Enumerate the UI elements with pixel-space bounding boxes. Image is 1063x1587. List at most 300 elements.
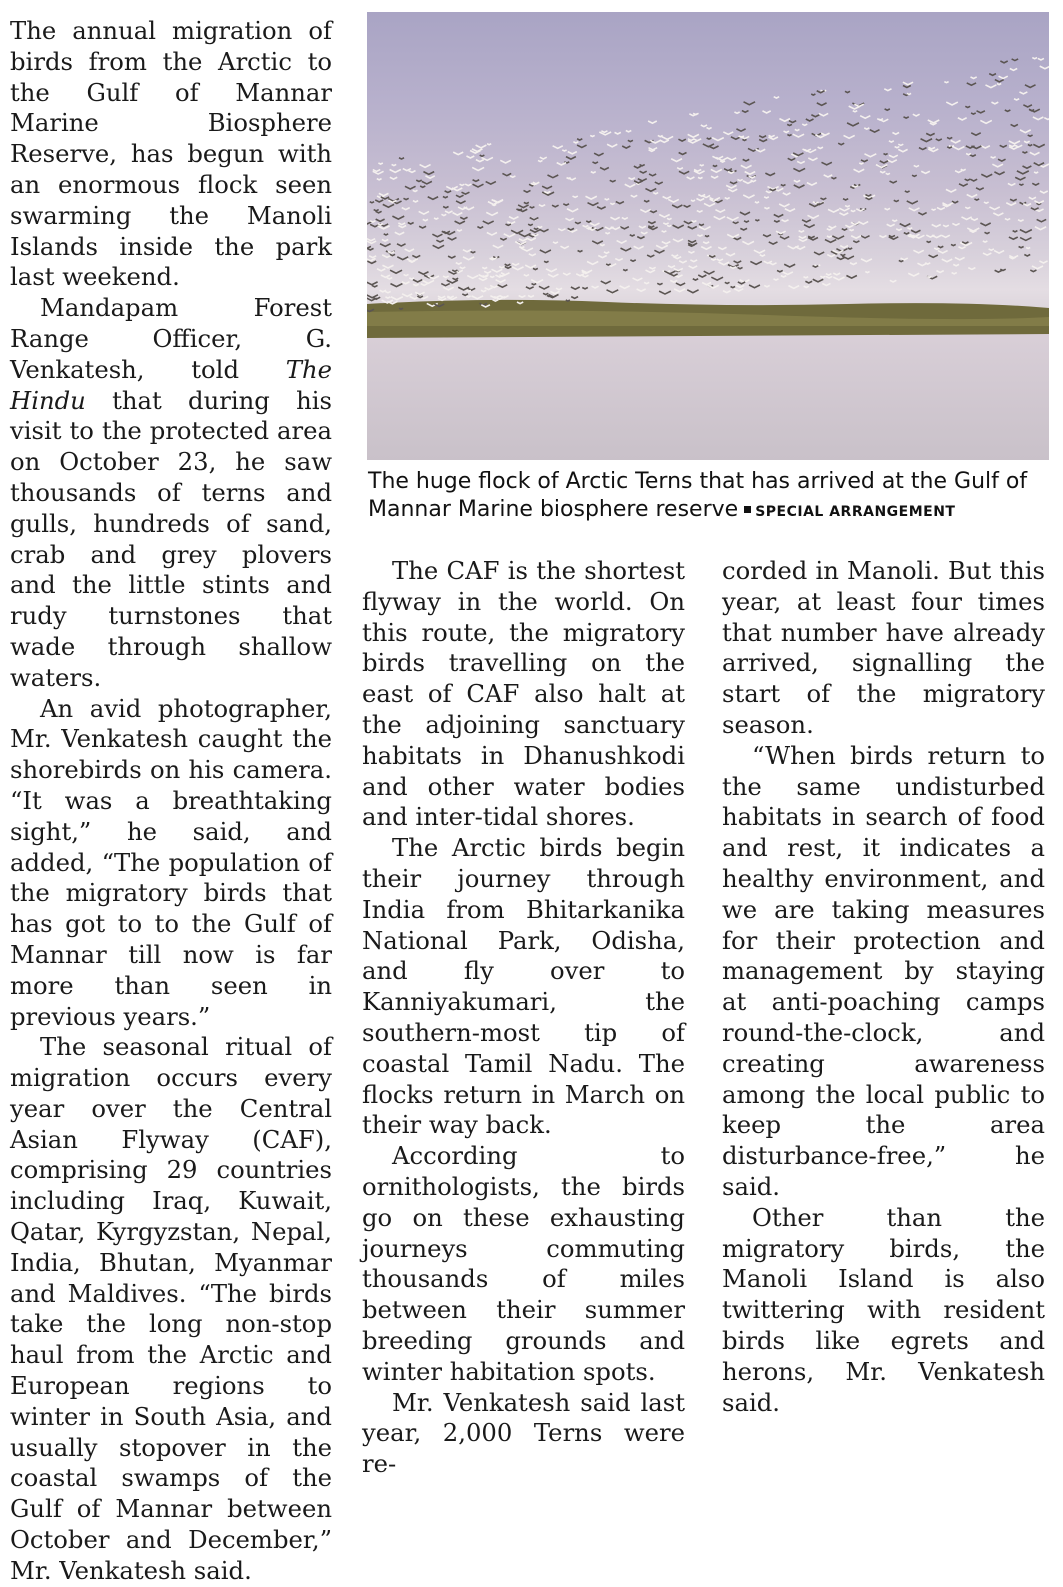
bird-mark (892, 220, 897, 221)
bird-mark (399, 308, 403, 309)
bird-mark (781, 220, 788, 222)
article-column-1 (10, 16, 332, 1587)
bird-mark (833, 273, 840, 275)
bird-mark (845, 225, 853, 227)
bird-mark (917, 263, 927, 265)
bird-mark (453, 152, 463, 154)
bird-mark (668, 266, 675, 268)
bird-mark (453, 213, 463, 215)
bird-mark (1019, 92, 1027, 94)
bird-mark (1009, 147, 1019, 149)
bird-mark (650, 140, 660, 143)
bird-mark (623, 270, 627, 271)
bird-mark (500, 238, 507, 240)
bird-mark (728, 189, 737, 191)
bird-mark (1032, 183, 1039, 185)
bird-mark (587, 262, 598, 265)
bird-mark (769, 135, 775, 137)
bird-mark (673, 239, 683, 242)
bird-mark (886, 173, 890, 174)
bird-mark (865, 195, 871, 196)
bird-mark (818, 147, 823, 148)
bird-mark (511, 230, 523, 233)
bird-mark (433, 245, 444, 248)
bird-mark (936, 139, 942, 141)
bird-mark (831, 177, 836, 178)
bird-mark (700, 165, 704, 166)
bird-mark (667, 218, 672, 219)
bird-mark (953, 264, 959, 265)
bird-mark (1024, 141, 1030, 142)
bird-mark (381, 275, 390, 277)
bird-mark (390, 177, 397, 179)
bird-mark (413, 201, 418, 202)
bird-mark (740, 228, 747, 230)
bird-mark (452, 278, 458, 279)
bird-mark (707, 138, 712, 139)
bird-mark (519, 239, 527, 241)
bird-mark (985, 85, 996, 88)
bird-mark (1009, 145, 1015, 147)
bird-mark (506, 224, 511, 225)
bird-mark (443, 276, 449, 277)
bird-mark (774, 97, 779, 98)
bird-mark (905, 191, 910, 192)
bird-mark (730, 182, 737, 184)
bird-mark (443, 206, 448, 207)
bird-mark (1023, 166, 1032, 168)
bird-mark (903, 117, 908, 118)
bird-mark (755, 202, 759, 203)
bird-mark (1010, 199, 1017, 201)
bird-mark (743, 195, 754, 198)
bird-mark (539, 286, 549, 289)
bird-mark (660, 140, 669, 142)
bird-mark (842, 229, 848, 230)
bird-mark (751, 180, 756, 181)
bird-mark (976, 188, 984, 190)
bird-mark (769, 263, 776, 265)
bird-mark (826, 276, 832, 278)
bird-mark (418, 272, 428, 275)
bird-mark (591, 172, 596, 173)
bird-mark (677, 168, 683, 169)
bird-mark (903, 86, 911, 88)
bird-mark (509, 217, 518, 219)
bird-mark (743, 159, 750, 161)
bird-mark (402, 282, 410, 284)
bird-mark (562, 150, 566, 151)
bird-mark (750, 261, 762, 264)
bird-mark (742, 139, 746, 140)
bird-mark (563, 273, 570, 275)
bird-mark (493, 300, 499, 301)
bird-mark (711, 169, 722, 172)
bird-mark (688, 134, 699, 137)
bird-mark (472, 149, 483, 152)
bird-mark (518, 205, 529, 208)
bird-mark (485, 288, 493, 290)
bird-mark (880, 171, 885, 172)
bird-mark (981, 146, 990, 148)
bird-mark (507, 222, 515, 224)
bird-mark (767, 187, 778, 190)
paragraph: The CAF is the shortest flyway in the world. On this route, the migratory birds travelling on the east of CAF also halt at the adjoining sanctuary habitats in Dhanushkodi and other water bodies and inter-tidal shores. (362, 556, 685, 832)
bird-mark (621, 248, 632, 251)
bird-mark (733, 222, 739, 223)
bird-mark (616, 202, 624, 204)
bird-mark (649, 174, 656, 176)
bird-mark (765, 173, 775, 175)
bird-mark (989, 249, 994, 250)
bird-mark (671, 159, 682, 162)
bird-mark (928, 149, 938, 151)
bird-mark (383, 204, 394, 207)
bird-mark (533, 268, 538, 269)
bird-mark (615, 132, 621, 134)
bird-mark (889, 235, 895, 237)
bird-mark (512, 267, 523, 270)
bird-mark (425, 176, 434, 178)
bird-mark (372, 285, 378, 286)
bird-mark (661, 136, 673, 139)
bird-mark (519, 233, 531, 236)
bird-mark (991, 102, 998, 104)
bird-mark (861, 259, 872, 262)
bird-mark (768, 137, 777, 139)
bird-mark (876, 165, 887, 168)
bird-mark (967, 228, 979, 231)
bird-mark (808, 158, 817, 160)
bird-mark (995, 80, 1004, 82)
bird-mark (531, 280, 543, 283)
bird-mark (820, 276, 825, 277)
bird-mark (833, 277, 844, 280)
bird-mark (1014, 99, 1019, 100)
bird-mark (977, 111, 985, 113)
bird-mark (921, 171, 930, 173)
bird-mark (898, 144, 903, 145)
bird-mark (764, 197, 769, 198)
bird-mark (1006, 203, 1016, 205)
bird-mark (448, 238, 457, 240)
bird-mark (967, 195, 978, 198)
bird-mark (645, 189, 656, 192)
bird-mark (992, 164, 1003, 167)
bird-mark (749, 285, 760, 288)
bird-mark (367, 298, 377, 301)
bird-mark (633, 278, 643, 280)
bird-mark (909, 208, 920, 211)
bird-mark (1000, 269, 1005, 270)
bird-mark (530, 230, 540, 233)
paragraph: An avid photographer, Mr. Venkatesh caught the shorebirds on his camera. “It was a breathtaking sight,” he said, and added, “The population of the migratory birds that has got to to the Gulf of Mannar till now is far more than seen in previous years.” (10, 693, 332, 1031)
bird-mark (693, 279, 698, 280)
bird-mark (889, 155, 898, 157)
bird-mark (1005, 219, 1010, 220)
bird-mark (498, 285, 508, 287)
bird-mark (367, 248, 373, 250)
bird-mark (728, 158, 737, 160)
bird-mark (726, 253, 735, 255)
bird-mark (622, 146, 630, 148)
bird-mark (860, 116, 870, 119)
bird-mark (505, 264, 511, 265)
photo-credit: SPECIAL ARRANGEMENT (755, 504, 956, 520)
bird-mark (582, 275, 589, 277)
bird-mark (416, 180, 421, 181)
bird-mark (558, 229, 565, 231)
bird-mark (534, 228, 539, 229)
bird-mark (953, 147, 965, 150)
bird-mark (885, 109, 890, 110)
bird-mark (929, 255, 938, 257)
bird-mark (971, 77, 977, 79)
bird-mark (605, 233, 610, 234)
bird-mark (900, 224, 911, 227)
bird-mark (787, 124, 792, 125)
bird-mark (995, 270, 1003, 272)
bird-mark (628, 178, 634, 180)
bird-mark (927, 241, 931, 242)
bird-mark (989, 207, 999, 210)
bird-mark (776, 231, 786, 233)
bird-mark (914, 165, 919, 166)
bird-mark (438, 298, 446, 300)
bird-mark (828, 209, 839, 212)
bird-mark (1034, 201, 1043, 203)
bird-mark (423, 172, 434, 175)
bird-mark (994, 172, 1004, 175)
bird-mark (578, 251, 583, 252)
bird-mark (805, 281, 812, 283)
bird-mark (725, 282, 730, 283)
bird-mark (781, 276, 786, 277)
bird-mark (859, 163, 863, 164)
bird-mark (804, 225, 815, 228)
bird-mark (717, 259, 723, 261)
bird-mark (980, 120, 991, 123)
bird-mark (577, 139, 582, 140)
bird-mark (674, 268, 683, 270)
paragraph: According to ornithologists, the birds go on these exhausting journeys commuting thousands of miles between their summer breeding grounds and winter habitation spots. (362, 1141, 685, 1386)
bird-mark (907, 93, 911, 94)
bird-mark (704, 203, 715, 206)
bird-mark (464, 207, 474, 210)
bird-mark (1019, 184, 1023, 185)
bird-mark (773, 279, 778, 280)
bird-mark (884, 89, 891, 91)
bird-mark (610, 180, 616, 181)
bird-mark (1044, 118, 1049, 120)
bird-mark (736, 285, 744, 287)
bird-mark (965, 106, 970, 107)
bird-mark (390, 254, 395, 255)
bird-mark (434, 218, 438, 219)
bird-mark (726, 185, 736, 188)
bird-mark (850, 263, 857, 265)
bird-mark (367, 258, 376, 261)
bird-mark (839, 213, 848, 215)
bird-mark (827, 236, 832, 237)
bird-mark (672, 255, 679, 257)
bird-mark (821, 162, 831, 165)
bird-mark (413, 284, 418, 285)
bird-mark (691, 221, 696, 222)
bird-mark (815, 135, 826, 138)
bird-mark (582, 288, 588, 289)
bird-mark (445, 191, 452, 193)
bird-mark (887, 160, 897, 162)
bird-mark (487, 232, 497, 235)
bird-mark (402, 208, 410, 210)
bird-mark (769, 242, 778, 244)
bird-mark (380, 290, 386, 292)
bird-mark (904, 233, 910, 234)
bird-mark (657, 283, 662, 284)
paragraph: The annual migration of birds from the Arctic to the Gulf of Mannar Marine Biosphere Reserve, has begun with an enormous flock seen swarming the Manoli Islands inside the park last weekend. (10, 16, 332, 292)
bird-mark (398, 223, 405, 225)
bird-mark (387, 278, 392, 279)
bird-mark (529, 254, 536, 256)
bird-mark (499, 266, 504, 267)
bird-mark (649, 267, 655, 269)
bird-mark (375, 200, 383, 202)
bird-mark (718, 247, 726, 249)
bird-mark (405, 186, 416, 189)
bird-mark (1023, 105, 1032, 107)
bird-mark (419, 226, 426, 228)
bird-mark (713, 165, 717, 166)
bird-mark (467, 276, 478, 279)
bird-mark (399, 158, 404, 159)
bird-mark (989, 74, 996, 76)
bird-mark (688, 226, 697, 228)
article-column-2 (362, 556, 685, 1480)
bird-mark (901, 258, 908, 260)
bird-mark (546, 269, 557, 272)
bird-mark (1037, 219, 1047, 221)
bird-mark (843, 199, 848, 200)
bird-mark (840, 254, 845, 255)
bird-mark (779, 204, 789, 207)
bird-mark (538, 160, 542, 161)
bird-mark (955, 171, 962, 173)
bird-mark (421, 284, 428, 286)
bird-mark (379, 193, 389, 195)
paragraph: Mr. Venkatesh said last year, 2,000 Terns were re- (362, 1387, 685, 1479)
paragraph: The Arctic birds begin their journey through India from Bhitarkanika National Park, Odisha, and fly over to Kanniyakumari, the southern-most tip of coastal Tamil Nadu. The flocks return in March on their way back. (362, 833, 685, 1140)
bird-mark (764, 207, 769, 208)
bird-mark (373, 171, 384, 174)
bird-mark (797, 161, 805, 163)
bird-mark (731, 286, 736, 287)
bird-mark (398, 226, 406, 228)
bird-mark (441, 214, 446, 215)
bird-mark (385, 297, 390, 298)
bird-mark (538, 226, 543, 227)
bird-mark (630, 260, 635, 261)
bird-mark (490, 276, 494, 277)
bird-mark (814, 252, 824, 255)
bird-mark (701, 125, 707, 127)
bird-mark (781, 185, 786, 186)
bird-mark (1028, 145, 1032, 146)
bird-mark (883, 154, 887, 155)
bird-mark (658, 135, 663, 136)
bird-mark (544, 261, 549, 262)
bird-mark (402, 294, 412, 297)
bird-mark (650, 211, 657, 213)
bird-mark (890, 181, 897, 183)
bird-mark (390, 284, 402, 287)
bird-mark (702, 282, 711, 284)
bird-mark (462, 192, 470, 194)
bird-mark (553, 146, 563, 149)
bird-mark (648, 121, 657, 123)
bird-mark (864, 154, 876, 157)
bird-mark (583, 225, 589, 226)
bird-mark (415, 292, 424, 294)
bird-mark (510, 176, 515, 177)
bird-mark (728, 265, 739, 268)
bird-mark (670, 280, 677, 282)
bird-mark (958, 247, 965, 249)
bird-mark (672, 205, 682, 208)
bird-mark (662, 231, 667, 232)
bird-mark (367, 261, 376, 263)
bird-mark (777, 270, 783, 271)
bird-mark (789, 121, 796, 123)
bird-mark (1009, 237, 1018, 239)
bird-mark (667, 225, 671, 226)
bird-mark (390, 270, 402, 273)
bird-mark (1032, 58, 1037, 59)
bird-mark (813, 279, 824, 282)
bird-mark (505, 267, 512, 269)
bird-mark (377, 269, 385, 271)
paragraph: Other than the migratory birds, the Manoli Island is also twittering with resident birds like egrets and herons, Mr. Venkatesh said. (722, 1202, 1045, 1417)
bird-mark (755, 220, 759, 221)
bird-mark (557, 163, 566, 165)
bird-mark (965, 207, 970, 208)
bird-mark (808, 215, 819, 218)
bird-mark (447, 280, 458, 283)
bird-mark (382, 265, 393, 268)
bird-mark (793, 168, 805, 171)
bird-mark (590, 223, 600, 225)
bird-mark (663, 223, 668, 224)
bird-mark (525, 265, 536, 268)
bird-mark (1025, 85, 1036, 88)
bird-mark (455, 221, 465, 224)
bird-mark (1023, 204, 1031, 206)
bird-mark (687, 290, 698, 293)
bird-mark (369, 256, 376, 258)
bird-mark (858, 222, 868, 224)
bird-mark (892, 133, 899, 135)
bird-mark (971, 113, 976, 114)
bird-mark (438, 296, 445, 298)
bird-mark (502, 173, 511, 175)
bird-mark (377, 179, 382, 180)
bird-mark (711, 176, 718, 178)
bird-mark (654, 250, 664, 253)
bird-mark (980, 223, 990, 226)
photo-caption: The huge flock of Arctic Terns that has arrived at the Gulf of Mannar Marine biosphere reserve SPECIAL ARRANGEMENT (368, 469, 1028, 522)
bird-mark (524, 202, 529, 203)
bird-mark (376, 211, 382, 213)
